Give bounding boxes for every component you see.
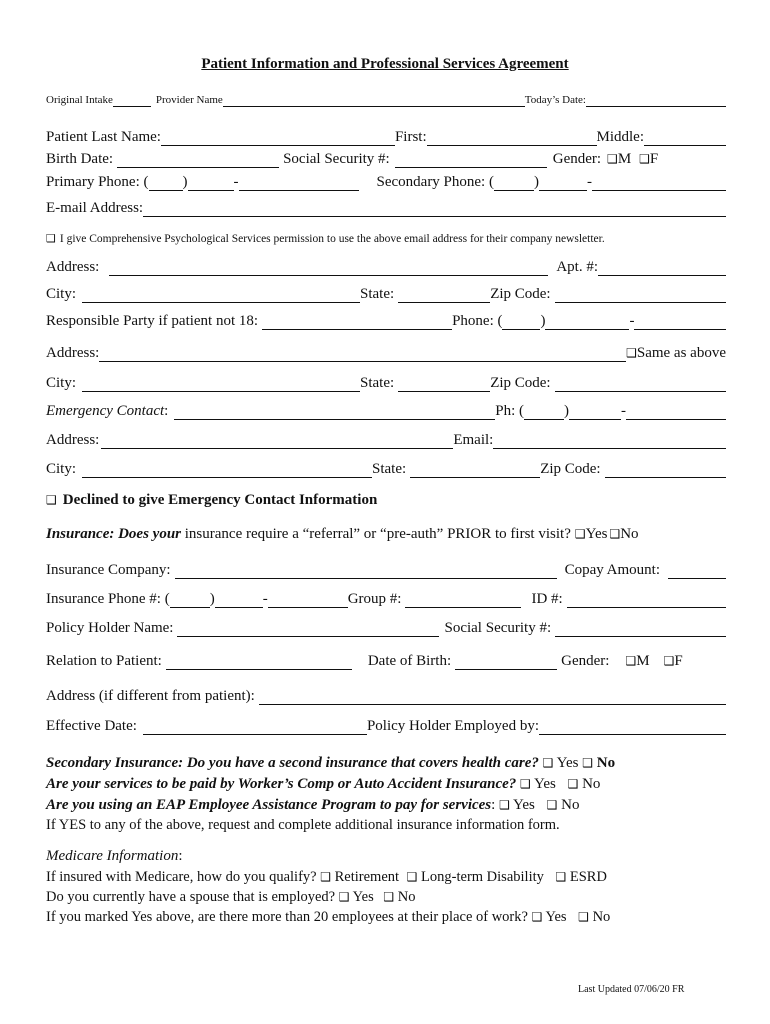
policy-holder-ssn-label: Social Security #: [444,620,552,636]
address-label: Address: [46,259,100,275]
medicare-q1-row [46,868,607,886]
provider-name-field[interactable] [223,95,525,107]
emergency-row [46,402,726,420]
first-name-label: First: [394,129,427,145]
insurance-company-field[interactable] [175,563,557,579]
emergency-name-field[interactable] [174,404,495,420]
ssn-label: Social Security #: [283,151,390,167]
middle-name-field[interactable] [644,130,726,146]
holder-address-row [46,687,726,705]
primary-phone-label: Primary Phone: ( [46,174,149,190]
emergency-city-field[interactable] [82,462,372,478]
retirement-checkbox[interactable]: ❑ [320,870,331,884]
responsible-phone-prefix-field[interactable] [545,314,629,330]
emergency-email-label: Email: [453,432,494,448]
esrd-checkbox[interactable]: ❑ [555,870,567,884]
address-field[interactable] [109,260,548,276]
emergency-address-field[interactable] [101,433,453,449]
apt-label: Apt. #: [556,259,598,275]
id-field[interactable] [567,592,726,608]
responsible-phone-label: Phone: ( [452,313,503,329]
referral-yes-label: Yes [585,526,608,542]
esrd-label: ESRD [569,869,607,885]
responsible-phone-close-paren: ) [540,313,546,329]
gender-f-label: F [649,151,659,167]
holder-address-field[interactable] [259,689,726,705]
insurance-phone-area-field[interactable] [170,592,210,608]
medicare-q2-no-checkbox[interactable]: ❑ [383,890,395,904]
secondary-q2-no-checkbox[interactable]: ❑ [567,777,579,791]
medicare-heading: Medicare Information [46,848,179,864]
referral-yes-checkbox[interactable]: ❑ [574,527,586,541]
relation-row [46,652,726,670]
medicare-q3-yes-label: Yes [545,909,567,925]
emergency-state-label: State: [372,461,407,477]
medicare-q2-yes-checkbox[interactable]: ❑ [338,890,350,904]
ssn-field[interactable] [395,152,547,168]
email-field[interactable] [143,201,726,217]
form-title: Patient Information and Professional Services Agreement [201,56,569,72]
city-field[interactable] [82,287,360,303]
state-field[interactable] [398,287,490,303]
responsible-address-label: Address: [46,345,100,361]
responsible-name-field[interactable] [262,314,452,330]
address-row [46,258,726,276]
city-row [46,285,726,303]
insurance-phone-prefix-field[interactable] [215,592,263,608]
responsible-address-field[interactable] [99,346,626,362]
last-name-label: Patient Last Name: [46,129,161,145]
holder-address-label: Address (if different from patient): [46,688,255,704]
newsletter-row [46,230,726,248]
effective-date-label: Effective Date: [46,718,137,734]
medicare-q3-yes-checkbox[interactable]: ❑ [531,910,543,924]
retirement-label: Retirement [334,869,400,885]
gender-f-checkbox[interactable]: ❑ [639,152,650,166]
secondary-q2-yes-label: Yes [534,776,556,792]
emergency-ph-prefix-field[interactable] [569,404,621,420]
emergency-ph-label: Ph: ( [495,403,524,419]
primary-phone-prefix-field[interactable] [188,175,234,191]
secondary-q2-row [46,775,600,793]
insurance-phone-close-paren: ) [209,591,215,607]
emergency-zip-label: Zip Code: [540,461,601,477]
secondary-q2-yes-checkbox[interactable]: ❑ [520,777,531,791]
secondary-phone-line-field[interactable] [592,175,726,191]
secondary-phone-dash: - [586,174,592,190]
medicare-q3-no-label: No [592,909,611,925]
holder-gender-m-checkbox[interactable]: ❑ [625,654,637,668]
holder-gender-f-label: F [674,653,683,669]
secondary-phone-label: Secondary Phone: ( [376,174,494,190]
secondary-q3-text: Are you using an EAP Employee Assistance Program to pay for services [46,797,492,813]
secondary-phone-prefix-field[interactable] [539,175,587,191]
original-intake-label: Original Intake [46,94,113,106]
medicare-q2-yes-label: Yes [352,889,374,905]
insurance-question-lead: Insurance: Does your [46,526,182,542]
same-as-above-checkbox[interactable]: ❑ [626,346,637,360]
policy-holder-name-label: Policy Holder Name: [46,620,174,636]
relation-label: Relation to Patient: [46,653,162,669]
medicare-q3-no-checkbox[interactable]: ❑ [578,910,589,924]
medicare-heading-row [46,847,183,865]
secondary-q1-text: Secondary Insurance: Do you have a second insurance that covers health care? [46,755,539,771]
gender-m-label: M [617,151,632,167]
policy-holder-ssn-field[interactable] [555,621,726,637]
responsible-phone-area-field[interactable] [502,314,540,330]
group-label: Group #: [347,591,402,607]
responsible-city-field[interactable] [82,376,360,392]
secondary-q3-no-checkbox[interactable]: ❑ [546,798,558,812]
secondary-q2-text: Are your services to be paid by Worker’s Comp or Auto Accident Insurance? [46,776,517,792]
responsible-label: Responsible Party if patient not 18: [46,313,259,329]
effective-row [46,717,726,735]
first-name-field[interactable] [427,130,597,146]
relation-field[interactable] [166,654,352,670]
secondary-q1-row [46,754,615,772]
ltd-checkbox[interactable]: ❑ [406,870,418,884]
provider-name-label: Provider Name [155,94,223,106]
patient-name-row [46,128,726,146]
birth-row [46,150,726,168]
email-row [46,199,726,217]
secondary-q3-no-label: No [561,797,580,813]
gender-m-checkbox[interactable]: ❑ [607,152,618,166]
employed-by-field[interactable] [539,719,726,735]
responsible-phone-dash: - [629,313,635,329]
last-name-field[interactable] [161,130,395,146]
medicare-q3-text: If you marked Yes above, are there more than 20 employees at their place of work? [46,909,528,925]
secondary-q3-yes-checkbox[interactable]: ❑ [499,798,510,812]
group-field[interactable] [405,592,521,608]
secondary-phone-area-field[interactable] [494,175,534,191]
secondary-q1-no-label: No [596,755,616,771]
emergency-city-label: City: [46,461,77,477]
medicare-q3-row [46,908,610,926]
newsletter-checkbox[interactable]: ❑ [46,232,56,245]
same-as-above-label: Same as above [636,345,726,361]
primary-phone-dash: - [233,174,239,190]
insurance-phone-dash: - [262,591,268,607]
medicare-q2-no-label: No [397,889,416,905]
responsible-city-label: City: [46,375,77,391]
holder-gender-f-checkbox[interactable]: ❑ [663,654,675,668]
secondary-phone-close-paren: ) [533,174,539,190]
city-label: City: [46,286,77,302]
state-label: State: [360,286,395,302]
primary-phone-close-paren: ) [182,174,188,190]
emergency-address-label: Address: [46,432,100,448]
medicare-heading-colon: : [178,848,183,864]
birth-date-field[interactable] [117,152,279,168]
medicare-q2-row [46,888,415,906]
secondary-q2-no-label: No [582,776,601,792]
insurance-phone-line-field[interactable] [268,592,348,608]
responsible-address-row [46,344,726,362]
emergency-ph-close-paren: ) [564,403,569,419]
emergency-label: Emergency Contact [46,403,165,419]
copay-field[interactable] [668,563,726,579]
responsible-state-label: State: [360,375,395,391]
secondary-q3-row [46,796,579,814]
holder-gender-m-label: M [636,653,650,669]
declined-row [46,491,726,509]
zip-field[interactable] [555,287,726,303]
responsible-zip-label: Zip Code: [490,375,551,391]
effective-date-field[interactable] [143,719,367,735]
last-updated-footer: Last Updated 07/06/20 FR [578,984,685,995]
holder-dob-label: Date of Birth: [367,653,452,669]
apt-field[interactable] [598,260,726,276]
insurance-company-label: Insurance Company: [46,562,171,578]
employed-by-label: Policy Holder Employed by: [366,718,539,734]
copay-label: Copay Amount: [564,562,660,578]
phone-row [46,173,726,191]
declined-checkbox[interactable]: ❑ [46,493,57,507]
policy-holder-row [46,619,726,637]
insurance-phone-row [46,590,726,608]
emergency-email-field[interactable] [493,433,726,449]
secondary-q1-yes-label: Yes [556,755,579,771]
emergency-city-row [46,460,726,478]
id-label: ID #: [531,591,563,607]
emergency-ph-line-field[interactable] [626,404,726,420]
insurance-phone-label: Insurance Phone #: ( [46,591,170,607]
secondary-q3-colon: : [491,797,496,813]
emergency-colon: : [164,403,169,419]
birth-date-label: Birth Date: [46,151,114,167]
responsible-state-field[interactable] [398,376,490,392]
referral-no-checkbox[interactable]: ❑ [609,527,621,541]
emergency-zip-field[interactable] [605,462,726,478]
todays-date-label: Today’s Date: [524,94,586,106]
holder-dob-field[interactable] [455,654,557,670]
medicare-q2-text: Do you currently have a spouse that is employed? [46,889,336,905]
ltd-label: Long-term Disability [421,869,544,885]
secondary-q1-yes-checkbox[interactable]: ❑ [542,756,554,770]
referral-no-label: No [620,526,639,542]
emergency-state-field[interactable] [410,462,540,478]
gender-label: Gender: [552,151,602,167]
insurance-company-row [46,561,726,579]
emergency-ph-dash: - [621,403,626,419]
responsible-city-row [46,374,726,392]
middle-name-label: Middle: [596,129,644,145]
newsletter-consent-text: I give Comprehensive Psychological Services permission to use the above email address for their company newsletter. [59,233,605,245]
zip-label: Zip Code: [490,286,551,302]
todays-date-field[interactable] [586,95,726,107]
declined-label: Declined to give Emergency Contact Information [62,492,378,508]
secondary-q3-yes-label: Yes [513,797,535,813]
primary-phone-area-field[interactable] [149,175,183,191]
email-label: E-mail Address: [46,200,144,216]
responsible-phone-line-field[interactable] [634,314,726,330]
emergency-address-row [46,431,726,449]
policy-holder-name-field[interactable] [177,621,439,637]
insurance-question-text: insurance require a “referral” or “pre-auth” PRIOR to first visit? [181,526,571,542]
medicare-q1-text: If insured with Medicare, how do you qualify? [46,869,317,885]
insurance-referral-row [46,525,726,543]
secondary-q1-no-checkbox[interactable]: ❑ [582,756,593,770]
responsible-zip-field[interactable] [555,376,726,392]
holder-gender-label: Gender: [561,653,610,669]
header-row [46,94,726,107]
responsible-row [46,312,726,330]
original-intake-field[interactable] [113,95,151,107]
secondary-note: If YES to any of the above, request and complete additional insurance information form. [46,817,560,833]
primary-phone-line-field[interactable] [239,175,359,191]
emergency-ph-area-field[interactable] [524,404,564,420]
